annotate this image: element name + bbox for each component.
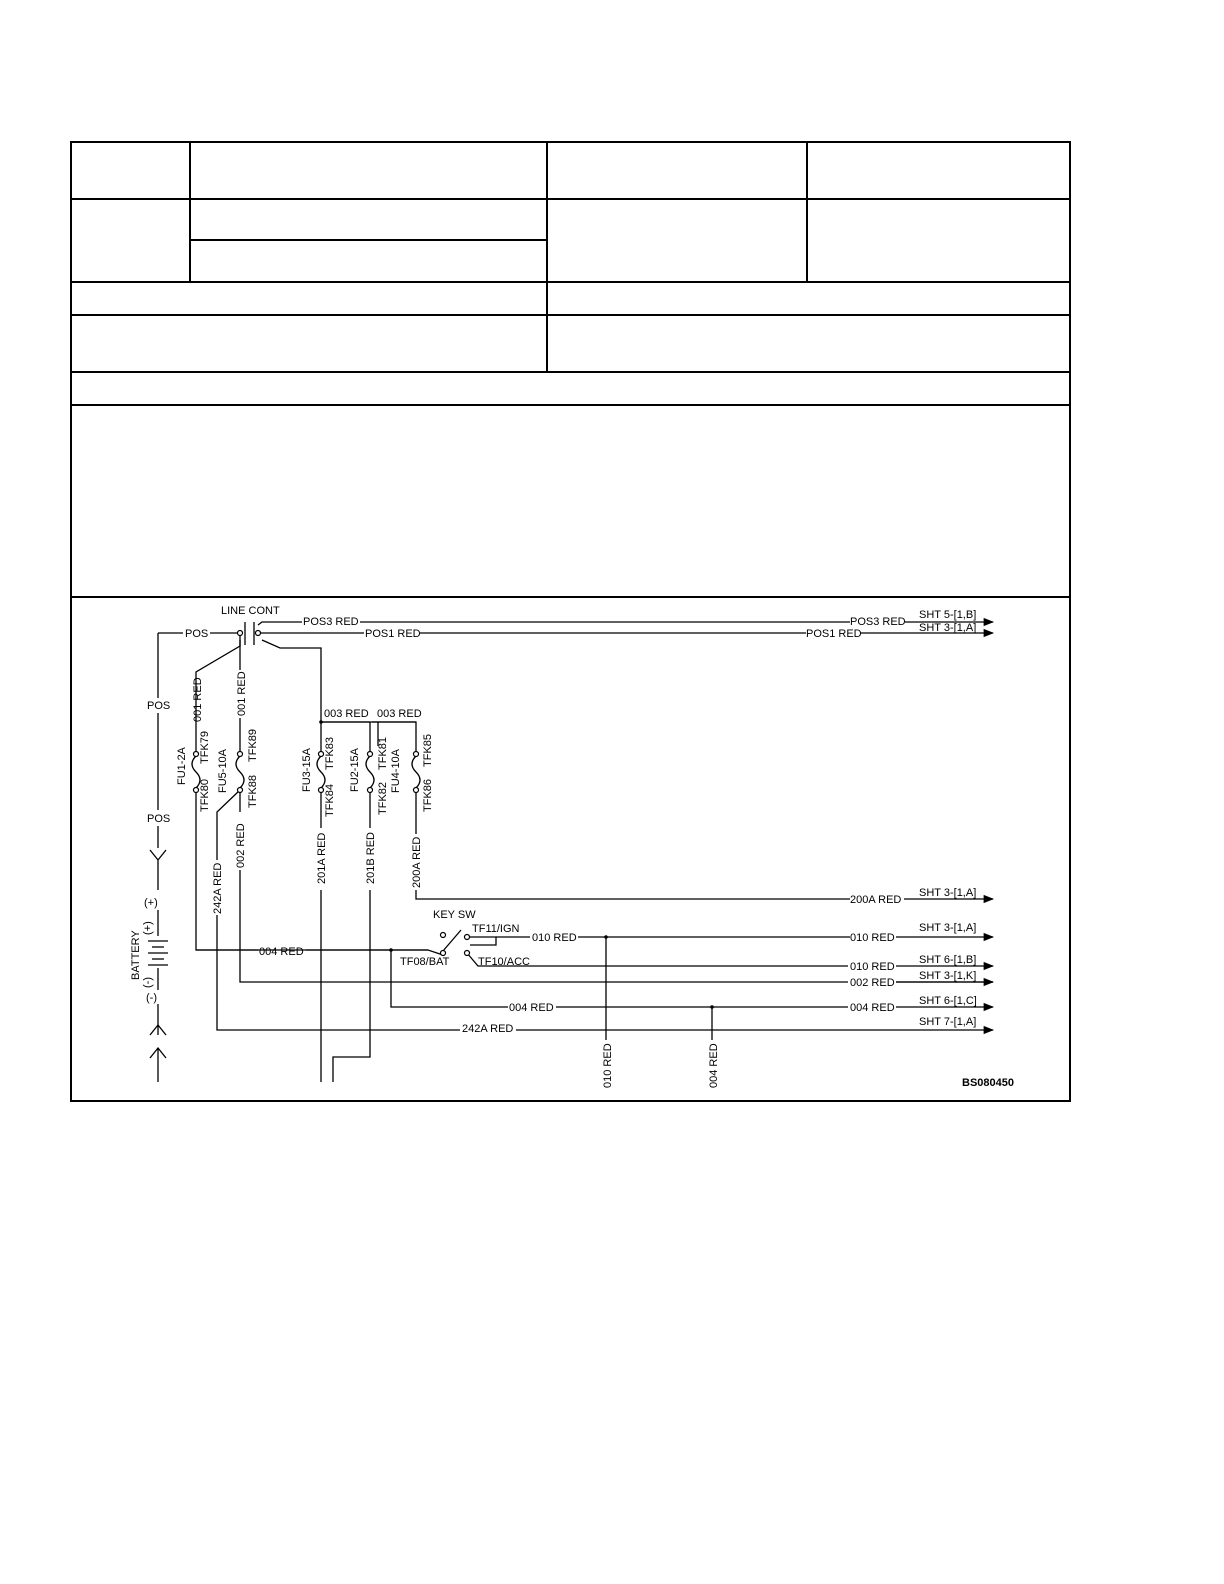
battery-minus-label: (-) [146, 992, 157, 1004]
sheet-ref: SHT 7-[1,A] [919, 1016, 977, 1028]
wire-label-010: 010 RED [850, 932, 895, 944]
key-terminal [465, 935, 470, 940]
wire-label-242a: 242A RED [462, 1023, 514, 1035]
fuse-label-fu3: FU3-15A [301, 747, 313, 792]
junction-dot [319, 720, 323, 724]
wire-label-pos1: POS1 RED [365, 628, 421, 640]
terminal-label-tfk84: TFK84 [324, 783, 336, 817]
sheet-ref: SHT 3-[1,A] [919, 887, 977, 899]
wire-label-201b: 201B RED [365, 832, 377, 884]
sheet-ref: SHT 3-[1,K] [919, 970, 977, 982]
wire-010-acc [467, 953, 993, 966]
terminal-label-tfk86: TFK86 [422, 778, 434, 812]
battery-minus-label: (-) [142, 977, 154, 988]
battery-plus-label: (+) [142, 921, 154, 935]
terminal-dot [414, 752, 419, 757]
terminal-label-tf11: TF11/IGN [472, 923, 520, 935]
terminal-dot [368, 788, 373, 793]
sheet-ref: SHT 6-[1,C] [919, 995, 977, 1007]
wire-label-242a: 242A RED [212, 862, 224, 914]
battery-label: BATTERY [130, 930, 142, 980]
terminal-dot [238, 752, 243, 757]
battery-connector-top [150, 850, 166, 890]
terminal-label-tfk79: TFK79 [199, 730, 211, 764]
key-terminal [441, 951, 446, 956]
fuse-label-fu4: FU4-10A [390, 748, 402, 793]
wire-label-001: 001 RED [236, 671, 248, 716]
terminal-dot [319, 788, 324, 793]
wire-label-003: 003 RED [324, 708, 369, 720]
wire-label-002: 002 RED [850, 977, 895, 989]
key-switch-ign [467, 937, 496, 945]
terminal-label-tfk89: TFK89 [247, 728, 259, 762]
wire-label-pos: POS [147, 700, 171, 712]
sheet-ref: SHT 5-[1,B] [919, 609, 977, 621]
fuse-label-fu1: FU1-2A [176, 747, 188, 785]
wire-label-010: 010 RED [532, 932, 577, 944]
terminal-dot [238, 788, 243, 793]
wire-label-001: 001 RED [192, 677, 204, 722]
wire-label-pos3: POS3 RED [303, 616, 359, 628]
wire-label-pos: POS [147, 813, 171, 825]
terminal-label-tfk82: TFK82 [377, 781, 389, 815]
fu5-lower-lead [240, 790, 993, 982]
key-terminal [441, 933, 446, 938]
line-contactor-label: LINE CONT [221, 605, 280, 617]
wire-label-004: 004 RED [850, 1002, 895, 1014]
fuse-fu2-symbol [366, 756, 374, 788]
key-terminal [465, 951, 470, 956]
figure-id: BS080450 [962, 1077, 1014, 1089]
sheet-ref: SHT 3-[1,A] [919, 622, 977, 634]
terminal-dot [368, 752, 373, 757]
junction-dot [389, 948, 393, 952]
key-switch-label: KEY SW [433, 909, 476, 921]
fuse-fu4-symbol [412, 756, 420, 788]
wire-label-200a: 200A RED [850, 894, 902, 906]
battery-plus-label: (+) [144, 897, 158, 909]
fuse-fu5-symbol [236, 756, 244, 788]
wire-label-010: 010 RED [850, 961, 895, 973]
terminal-label-tfk83: TFK83 [324, 736, 336, 770]
wire-label-003: 003 RED [377, 708, 422, 720]
wire-label-010: 010 RED [602, 1043, 614, 1088]
terminal-dot [414, 788, 419, 793]
wire-label-pos3: POS3 RED [850, 616, 906, 628]
terminal-dot [319, 752, 324, 757]
sheet-ref: SHT 6-[1,B] [919, 954, 977, 966]
terminal-dot [194, 788, 199, 793]
fuse-label-fu5: FU5-10A [217, 748, 229, 793]
wire-label-004: 004 RED [259, 946, 304, 958]
wire-001-to-fu1 [196, 633, 240, 682]
fuse-label-fu2: FU2-15A [349, 747, 361, 792]
wire-label-pos: POS [185, 628, 209, 640]
terminal-dot [238, 631, 243, 636]
key-switch-blade [443, 930, 461, 951]
terminal-label-tfk80: TFK80 [199, 778, 211, 812]
wire-label-002: 002 RED [235, 823, 247, 868]
terminal-dot [194, 752, 199, 757]
wire-label-200a: 200A RED [411, 836, 423, 888]
wire-label-201a: 201A RED [316, 832, 328, 884]
wire-label-004: 004 RED [708, 1043, 720, 1088]
wire-label-pos1: POS1 RED [806, 628, 862, 640]
wire-004-bus [196, 950, 443, 955]
terminal-dot [256, 631, 261, 636]
terminal-label-tf10: TF10/ACC [478, 956, 530, 968]
fu4-leads [416, 748, 993, 899]
junction-dot [710, 1005, 714, 1009]
terminal-label-tfk88: TFK88 [247, 774, 259, 808]
terminal-label-tfk85: TFK85 [422, 733, 434, 767]
terminal-label-tf08: TF08/BAT [400, 956, 450, 968]
wire-label-004: 004 RED [509, 1002, 554, 1014]
fu2-leads [333, 748, 370, 1082]
junction-dot [604, 935, 608, 939]
terminal-label-tfk81: TFK81 [377, 736, 389, 770]
sheet-ref: SHT 3-[1,A] [919, 922, 977, 934]
